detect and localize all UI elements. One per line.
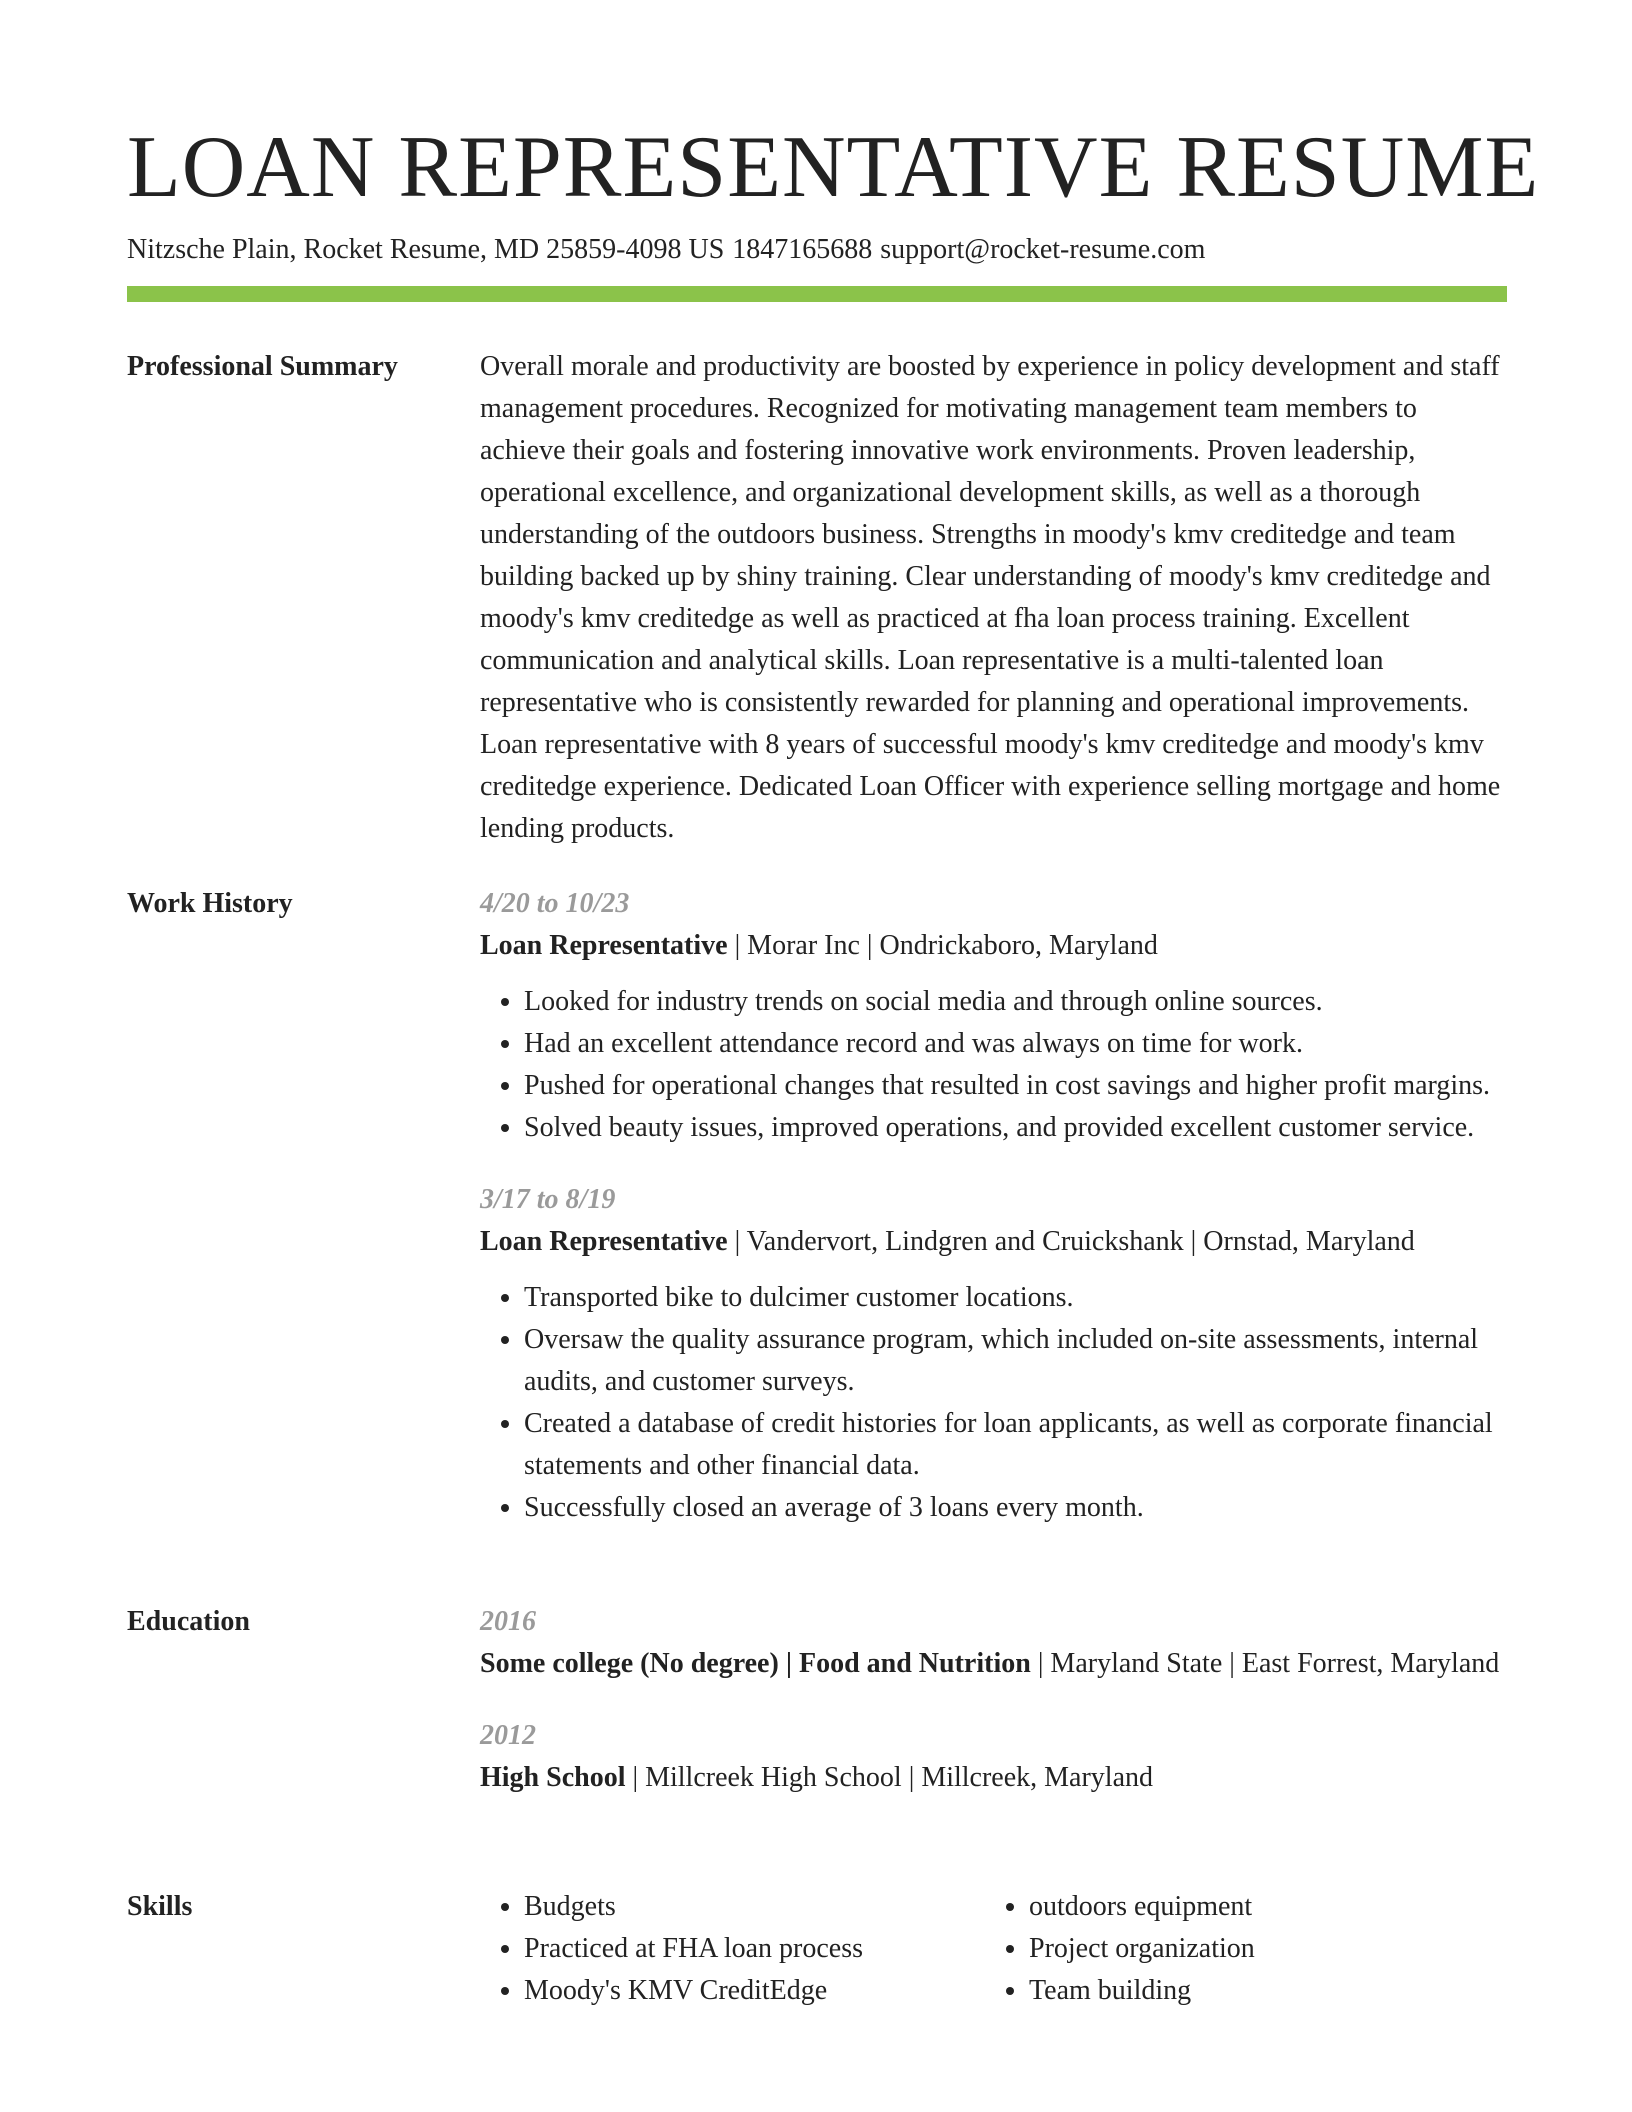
job-dates: 3/17 to 8/19 [480, 1184, 616, 1215]
summary-label: Professional Summary [127, 351, 398, 382]
job-details: | Morar Inc | Ondrickaboro, Maryland [727, 930, 1158, 961]
job-bullet: • Looked for industry trends on social media and through online sources. [524, 981, 1507, 1023]
job-dates: 4/20 to 10/23 [480, 888, 630, 919]
skills-columns [480, 1886, 1507, 2012]
job-bullet: • Had an excellent attendance record and was always on time for work. [524, 1023, 1507, 1065]
job-entry [480, 1179, 1507, 1529]
job-bullet: • Pushed for operational changes that resulted in cost savings and higher profit margins. [524, 1065, 1507, 1107]
job-details: | Vandervort, Lindgren and Cruickshank | Ornstad, Maryland [727, 1226, 1415, 1257]
education-heading [480, 1643, 1507, 1685]
education-heading [480, 1757, 1507, 1799]
job-entry [480, 883, 1507, 1149]
job-bullets [480, 1277, 1507, 1529]
skills-column-right [985, 1886, 1490, 2012]
skill-item: • Project organization [1029, 1928, 1490, 1970]
education-entry [480, 1601, 1507, 1685]
skills-list [480, 1886, 985, 2012]
summary-text: Overall morale and productivity are boosted by experience in policy development and staff management procedures. Recognized for motivating management team members to achieve their goals and fostering innovative work environments. Proven leadership, operational excellence, and organizational development skills, as well as a thorough understanding of the outdoors business. Strengths in moody's kmv creditedge and team building backed up by shiny training. Clear understanding of moody's kmv creditedge and moody's kmv creditedge as well as practiced at fha loan process training. Excellent communication and analytical skills. Loan representative is a multi-talented loan representative who is consistently rewarded for planning and operational improvements. Loan representative with 8 years of successful moody's kmv creditedge and moody's kmv creditedge experience. Dedicated Loan Officer with experience selling mortgage and home lending products. [480, 351, 1501, 844]
contact-line [127, 232, 1205, 268]
skills-body [480, 1886, 1507, 2012]
job-bullet: • Transported bike to dulcimer customer locations. [524, 1277, 1507, 1319]
skills-label: Skills [127, 1891, 193, 1922]
education-details: | Millcreek High School | Millcreek, Maryland [625, 1762, 1154, 1793]
job-bullet: • Solved beauty issues, improved operations, and provided excellent customer service. [524, 1107, 1507, 1149]
education-entry [480, 1715, 1507, 1799]
job-bullet: • Oversaw the quality assurance program, which included on-site assessments, internal audits, and customer surveys. [524, 1319, 1507, 1403]
education-year: 2016 [480, 1606, 536, 1637]
job-heading [480, 925, 1507, 967]
job-title: Loan Representative [480, 1226, 728, 1257]
contact-phone: 1847165688 [732, 234, 873, 265]
education-details: | Maryland State | East Forrest, Maryland [1030, 1648, 1500, 1679]
skill-item: • outdoors equipment [1029, 1886, 1490, 1928]
skill-item: • Practiced at FHA loan process [524, 1928, 985, 1970]
job-bullet: • Created a database of credit histories for loan applicants, as well as corporate financial statements and other financial data. [524, 1403, 1507, 1487]
contact-address: Nitzsche Plain, Rocket Resume, MD 25859-4098 US [127, 234, 725, 265]
job-title: Loan Representative [480, 930, 728, 961]
header-divider [127, 286, 1507, 302]
skill-item: • Team building [1029, 1970, 1490, 2012]
education-label: Education [127, 1606, 250, 1637]
education-body [480, 1601, 1507, 1799]
work-history-body [480, 883, 1507, 1529]
work-history-label: Work History [127, 888, 293, 919]
education-year: 2012 [480, 1720, 536, 1751]
skills-list [985, 1886, 1490, 2012]
job-bullets [480, 981, 1507, 1149]
contact-email: support@rocket-resume.com [880, 234, 1206, 265]
skill-item: • Moody's KMV CreditEdge [524, 1970, 985, 2012]
education-degree: High School [480, 1762, 626, 1793]
job-heading [480, 1221, 1507, 1263]
resume-title: LOAN REPRESENTATIVE RESUME [127, 119, 1540, 216]
job-bullet: • Successfully closed an average of 3 loans every month. [524, 1487, 1507, 1529]
skill-item: • Budgets [524, 1886, 985, 1928]
skills-column-left [480, 1886, 985, 2012]
education-degree: Some college (No degree) | Food and Nutrition [480, 1648, 1031, 1679]
